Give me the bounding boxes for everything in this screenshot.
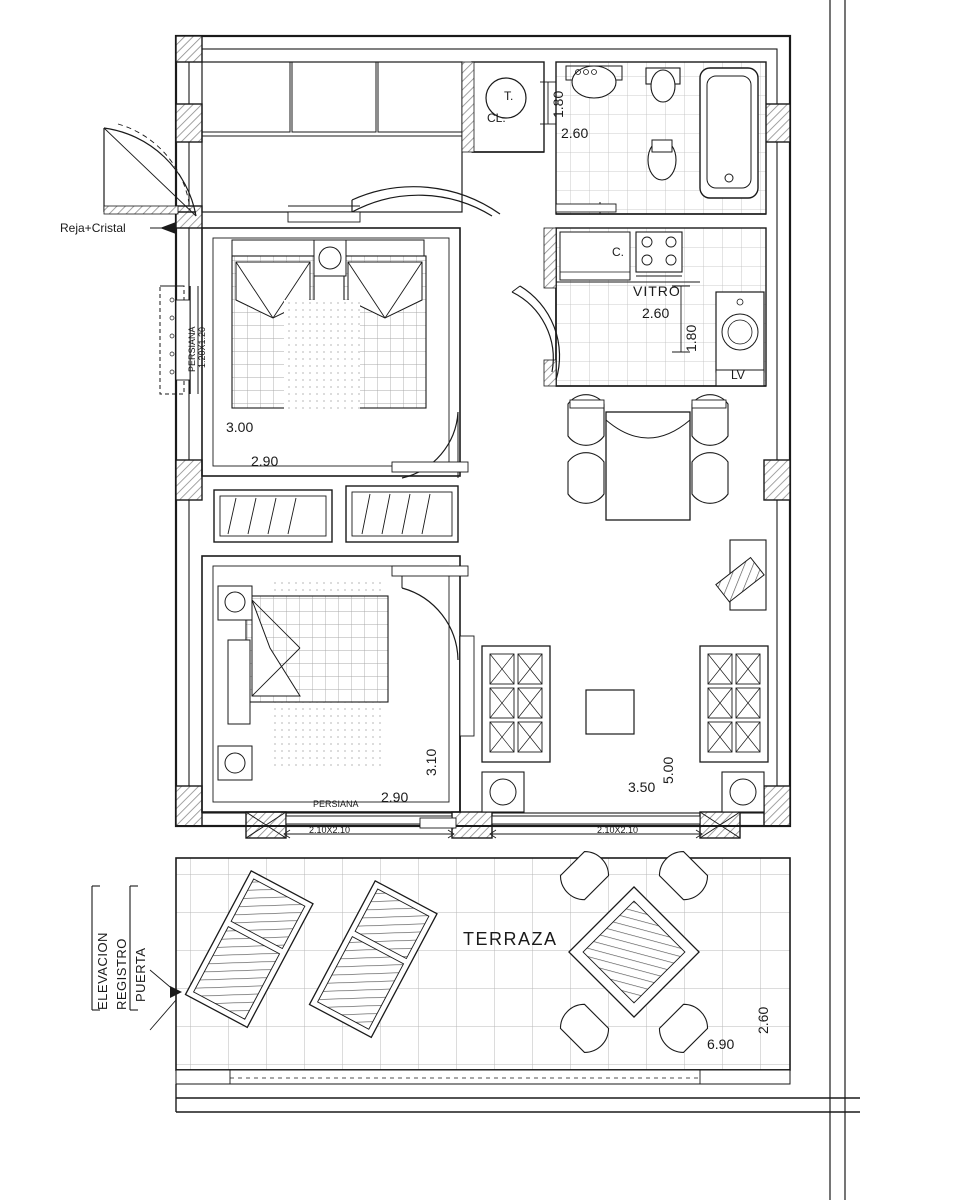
label-lavadero: LV	[731, 368, 745, 382]
dimension-bedroom1-a: 3.00	[226, 419, 254, 435]
dimension-living-b: 3.50	[628, 779, 656, 795]
dimension-bedroom1-b: 2.90	[251, 453, 279, 469]
dimension-kitchen-width: 1.80	[683, 324, 699, 352]
dimension-bathroom-length: 2.60	[561, 125, 589, 141]
note-registro: REGISTRO	[114, 938, 129, 1010]
terraza	[176, 847, 860, 1112]
dimension-living-a: 5.00	[660, 756, 676, 784]
label-vitro: VITRO	[633, 283, 681, 299]
label-closet-t: T.	[504, 89, 514, 103]
interior-windows	[214, 486, 458, 542]
dimension-bedroom2-a: 3.10	[423, 748, 439, 776]
dimension-terraza-a: 2.60	[755, 1006, 771, 1034]
closet-room	[462, 62, 544, 152]
entry-hall	[104, 62, 462, 234]
dimension-bedroom2-b: 2.90	[381, 789, 409, 805]
note-elevacion: ELEVACION	[95, 932, 110, 1010]
room-label-terraza: TERRAZA	[463, 929, 558, 949]
label-persiana-bottom: PERSIANA	[313, 799, 359, 809]
dimension-kitchen-length: 2.60	[642, 305, 670, 321]
label-window-bottom-2: 2.10X2.10	[597, 825, 639, 835]
label-window-left-persiana: PERSIANA	[187, 326, 197, 372]
bedroom-1	[202, 206, 468, 478]
sheet-edge-lines	[830, 0, 845, 1200]
label-window-bottom-1: 2.10X2.10	[309, 825, 351, 835]
kitchen	[512, 228, 766, 386]
label-window-left-size: 1.20X1.20	[197, 326, 207, 368]
label-closet-cl: CL.	[487, 111, 506, 125]
label-kitchen-c: C.	[612, 245, 624, 259]
living-dining	[460, 395, 768, 812]
annotation-reja-cristal: Reja+Cristal	[60, 221, 126, 235]
note-puerta: PUERTA	[133, 947, 148, 1002]
dimension-terraza-b: 6.90	[707, 1036, 735, 1052]
dimension-bathroom-width: 1.80	[550, 90, 566, 118]
